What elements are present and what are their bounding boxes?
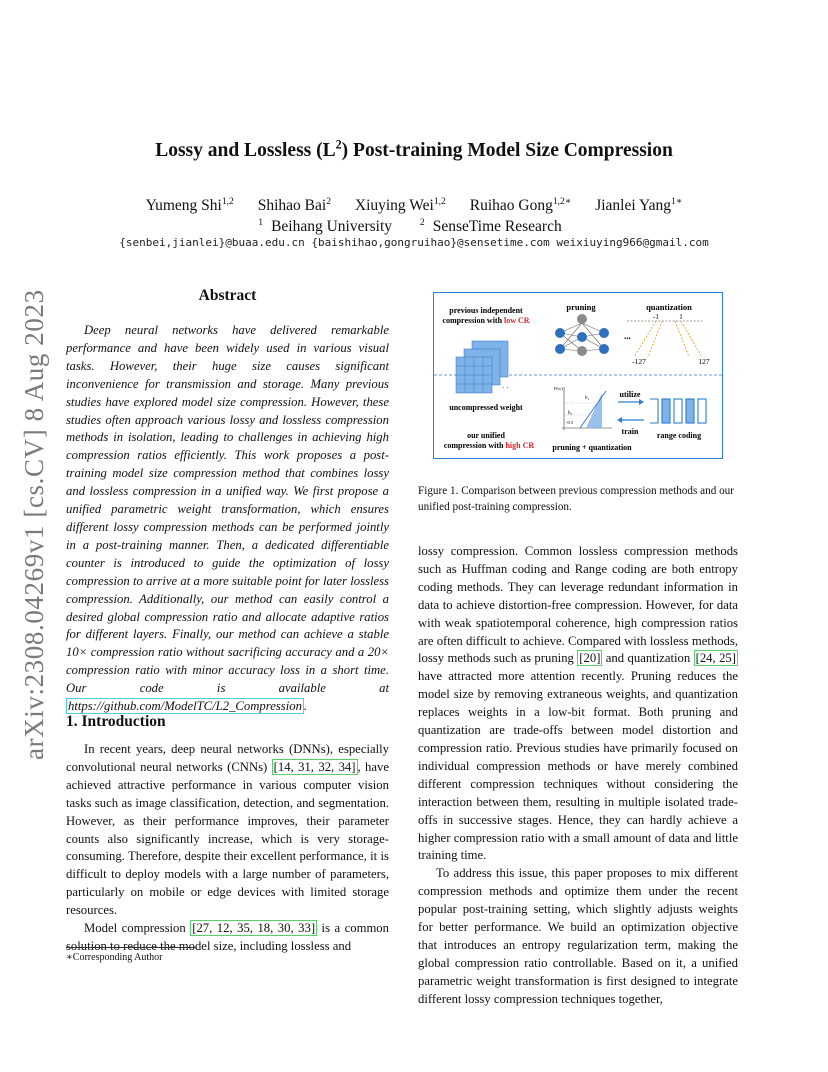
footnote: ∗Corresponding Author [66, 952, 163, 963]
label-range-coding: range coding [656, 431, 702, 440]
label-uncompressed-weight: uncompressed weight [449, 403, 523, 412]
citation-link[interactable]: [20] [579, 651, 601, 666]
mini-chart-b1: b₁ [585, 396, 590, 401]
code-link[interactable]: https://github.com/ModelTC/L2_Compression [68, 699, 302, 714]
label-utilize: utilize [619, 390, 641, 399]
svg-text:· ·: · · [502, 384, 509, 392]
transform-mini-chart [554, 386, 612, 430]
right-column-body: lossy compression. Common lossless compression methods such as Huffman coding and Range coding are both entropy coding methods. They can leverage redundant information in data to achieve distortion-free compression. However, for data with weak spatiotemporal coherence, high compression ratios are often difficult to achieve. Compared with lossless methods, lossy methods such as pruning [20] and quantization [24, 25] have attracted more attention recently. Pruning reduces the model size by removing extraneous weights, and quantization replaces weights in a low-bit format. Both pruning and quantization are trade-offs between model distortion and compression ratio. Previous studies have primarily focused on individual compression methods or have merely combined different compression techniques without considering the interaction between them, resulting in multiple isolated trade-offs in successive stages. Hence, they can hardly achieve a higher compression ratio with a small amount of data and little training time. To address this issue, this paper proposes to mix different compression methods and optimize them under the recent popular post-training setting, which slightly adjusts weights for better performance. We build an optimization objective that introduces an entropy regularization term, making the global compression ratio controllable. Based on it, a unified parametric weight transformation is first designed to integrate different lossy compression techniques together, [418, 543, 738, 1009]
affiliations [0, 216, 828, 237]
quant-label-pos127: 127 [698, 357, 710, 366]
author: Jianlei Yang$^{1∗}$ [595, 195, 683, 214]
paragraph: To address this issue, this paper proposes to mix different compression methods and optimize them under the recent popular post-training setting, which slightly adjusts weights for better performance. We build an optimization objective that introduces an entropy regularization term, making the global compression ratio controllable. Based on it, a unified parametric weight transformation is first designed to integrate different lossy compression techniques together, [418, 866, 738, 1006]
author-list [0, 195, 828, 216]
author-emails: {senbei,jianlei}@buaa.edu.cn {baishihao,gongruihao}@sensetime.com weixiuying966@gmail.com [119, 236, 709, 249]
figure-illustration [434, 293, 722, 458]
affiliation: $^1$ Beihang University [258, 216, 393, 235]
arxiv-identifier: arXiv:2308.04269v1 [cs.CV] 8 Aug 2023 [19, 289, 49, 760]
author-block [0, 195, 828, 237]
ellipsis: ... [624, 331, 631, 341]
citation-link[interactable]: [14, 31, 32, 34] [273, 759, 356, 774]
quant-label-pos1: 1 [679, 313, 683, 321]
author: Ruihao Gong$^{1,2∗}$ [469, 195, 572, 214]
section-heading-introduction: 1. Introduction [66, 713, 166, 730]
label-train: train [621, 427, 639, 436]
label-pruning: pruning [566, 302, 596, 312]
quant-label-neg127: -127 [632, 357, 646, 366]
mini-chart-value: -0.5 [566, 420, 574, 425]
label-previous-line1: previous independent [449, 306, 523, 315]
quant-label-neg1: -1 [653, 313, 659, 321]
label-unified-line1: our unified [467, 431, 505, 440]
author: Shihao Bai$^2$ [257, 195, 331, 214]
utilize-arrow-icon [618, 399, 644, 405]
citation-link[interactable]: [27, 12, 35, 18, 30, 33] [192, 921, 316, 936]
mini-chart-b2: b₂ [568, 411, 573, 416]
train-arrow-icon [617, 417, 644, 423]
footnote-divider [66, 947, 196, 948]
quantization-mapping-icon [627, 321, 704, 357]
author: Yumeng Shi$^{1,2}$ [145, 195, 234, 214]
label-quantization: quantization [646, 302, 692, 312]
weight-matrix-icon [456, 341, 508, 393]
abstract-body: Deep neural networks have delivered remarkable performance and have been widely used in various visual tasks. However, their huge size causes significant inconvenience for transmission and storage. Many previous studies have explored model size compression. However, these studies often approach various lossy and lossless compression methods in isolation, leading to challenges in achieving high compression ratios efficiently. This work proposes a post-training model size compression method that combines lossy and lossless compression in a unified way. We first propose a unified parametric weight transformation, which ensures different lossy compression methods can be performed jointly in a post-training manner. Then, a dedicated differentiable counter is introduced to guide the optimization of lossy compression to arrive at a more suitable point for later lossless compression. Additionally, our method can easily control a desired global compression ratio and allocate adaptive ratios for different layers. Finally, our method can achieve a stable 10× compression ratio without sacrificing accuracy and a 20× compression ratio with minor accuracy loss in a short time. Our code is available at https://github.com/ModelTC/L2_Compression . [66, 323, 389, 714]
paper-title: Lossy and Lossless $(L^2)$ Post-training Model Size Compression [155, 137, 673, 161]
range-coding-icon [650, 399, 706, 423]
pruning-network-icon [555, 314, 609, 356]
affiliation: $^2$ SenseTime Research [419, 216, 562, 235]
label-previous-line2: compression with low CR [442, 316, 530, 325]
figure-caption: Figure 1. Comparison between previous compression methods and our unified post-training compression. [418, 485, 734, 513]
author: Xiuying Wei$^{1,2}$ [354, 195, 446, 214]
citation-link[interactable]: [24, 25] [695, 651, 736, 666]
introduction-body: In recent years, deep neural networks (DNNs), especially convolutional neural networks (CNNs) [14, 31, 32, 34] , have achieved attractive performance in various computer vision tasks such as image classification, detection, and segmentation. However, as their performance improves, their parameter counts also significantly increase, which is very storage-consuming. Therefore, despite their excellent performance, it is difficult to deploy models with a large number of parameters, particularly on mobile or edge devices with limited storage resources. Model compression [27, 12, 35, 18, 30, 33] is a common solution to reduce the model size, including lossless and [66, 742, 389, 953]
label-unified-line2: compression with high CR [443, 441, 535, 450]
abstract-heading: Abstract [198, 287, 257, 304]
figure-1 [433, 292, 723, 459]
label-pruning-quantization: pruning + quantization [552, 443, 632, 452]
mini-chart-ylabel: F(w) [554, 386, 563, 391]
